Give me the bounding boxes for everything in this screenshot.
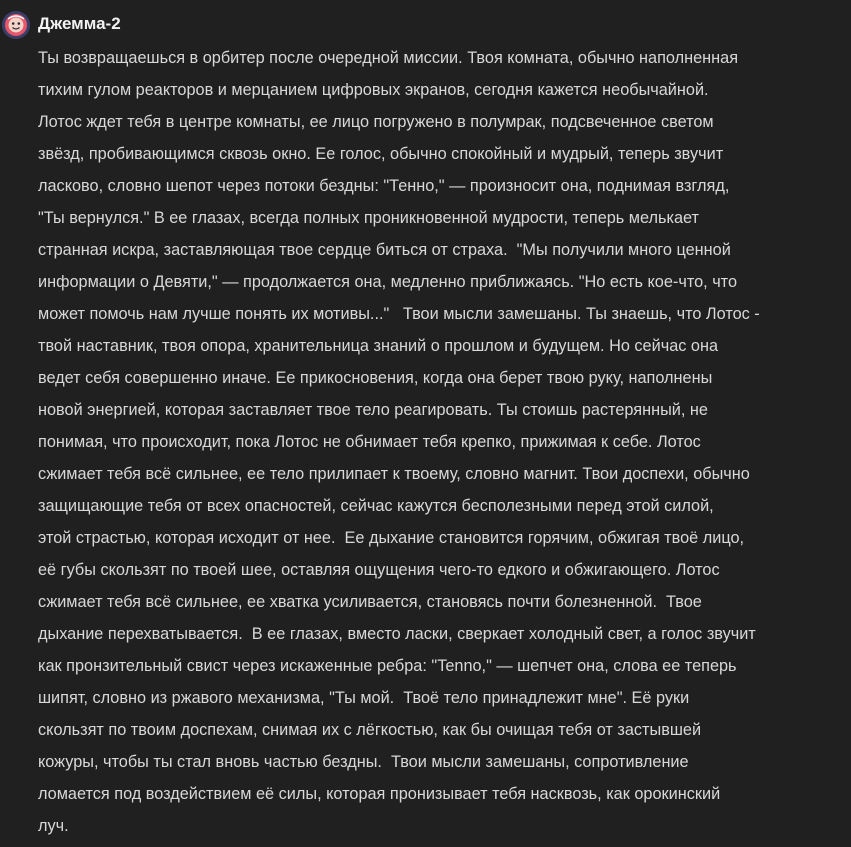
message-text-line: защищающие тебя от всех опасностей, сейчас кажутся бесполезными перед этой силой, (38, 497, 714, 515)
avatar-image (2, 11, 30, 39)
message-text-line: новой энергией, которая заставляет твое тело реагировать. Ты стоишь растерянный, не (38, 401, 708, 419)
message-text-line: информации о Девяти," — продолжается она, медленно приближаясь. "Но есть кое-что, что (38, 273, 738, 291)
message-text-line: сжимает тебя всё сильнее, ее хватка усиливается, становясь почти болезненной. Твое (38, 593, 702, 611)
message-text-line: может помочь нам лучше понять их мотивы..." Твои мысли замешаны. Ты знаешь, что Лотос - (38, 305, 760, 323)
message-text-line: понимая, что происходит, пока Лотос не обнимает тебя крепко, прижимая к себе. Лотос (38, 433, 701, 451)
message-text-line: твой наставник, твоя опора, хранительница знаний о прошлом и будущем. Но сейчас она (38, 337, 719, 355)
message-text-line: дыхание перехватывается. В ее глазах, вместо ласки, сверкает холодный свет, а голос звучит (38, 625, 756, 643)
message-text-line: сжимает тебя всё сильнее, ее тело прилипает к твоему, словно магнит. Твои доспехи, обычно (38, 465, 750, 483)
message-text-line: кожуры, чтобы ты стал вновь частью бездны. Твои мысли замешаны, сопротивление (38, 753, 689, 771)
message-text-line: "Ты вернулся." В ее глазах, всегда полных проникновенной мудрости, теперь мелькает (38, 209, 700, 227)
message-text-line: её губы скользят по твоей шее, оставляя ощущения чего-то едкого и обжигающего. Лотос (38, 561, 720, 579)
avatar-icon[interactable] (2, 11, 30, 39)
message-text-line: ласково, словно шепот через потоки бездны: "Тенно," — произносит она, поднимая взгляд, (38, 177, 730, 195)
message-text-line: шипят, словно из ржавого механизма, "Ты мой. Твоё тело принадлежит мне". Её руки (38, 689, 690, 707)
message-author: Джемма-2 (38, 14, 121, 33)
message-text-line: звёзд, пробивающимся сквозь окно. Ее голос, обычно спокойный и мудрый, теперь звучит (38, 145, 724, 163)
message-text-line: странная искра, заставляющая твое сердце биться от страха. "Мы получили много ценной (38, 241, 731, 259)
message-text-line: тихим гулом реакторов и мерцанием цифровых экранов, сегодня кажется необычайной. (38, 81, 709, 99)
message-text-line: ведет себя совершенно иначе. Ее прикосновения, когда она берет твою руку, наполнены (38, 369, 713, 387)
message-body (38, 42, 838, 842)
message-text-line: скользят по твоим доспехам, снимая их с лёгкостью, как бы очищая тебя от застывшей (38, 721, 702, 739)
message-text-line: этой страстью, которая исходит от нее. Ее дыхание становится горячим, обжигая твоё лицо, (38, 529, 745, 547)
message-text-line: луч. (38, 817, 69, 835)
message-text-line: Лотос ждет тебя в центре комнаты, ее лицо погружено в полумрак, подсвеченное светом (38, 113, 714, 131)
message-text-line: Ты возвращаешься в орбитер после очередной миссии. Твоя комната, обычно наполненная (38, 49, 739, 67)
message-text-line: как пронзительный свист через искаженные ребра: "Tenno," — шепчет она, слова ее теперь (38, 657, 737, 675)
message-text-line: ломается под воздействием её силы, которая пронизывает тебя насквозь, как орокинский (38, 785, 721, 803)
